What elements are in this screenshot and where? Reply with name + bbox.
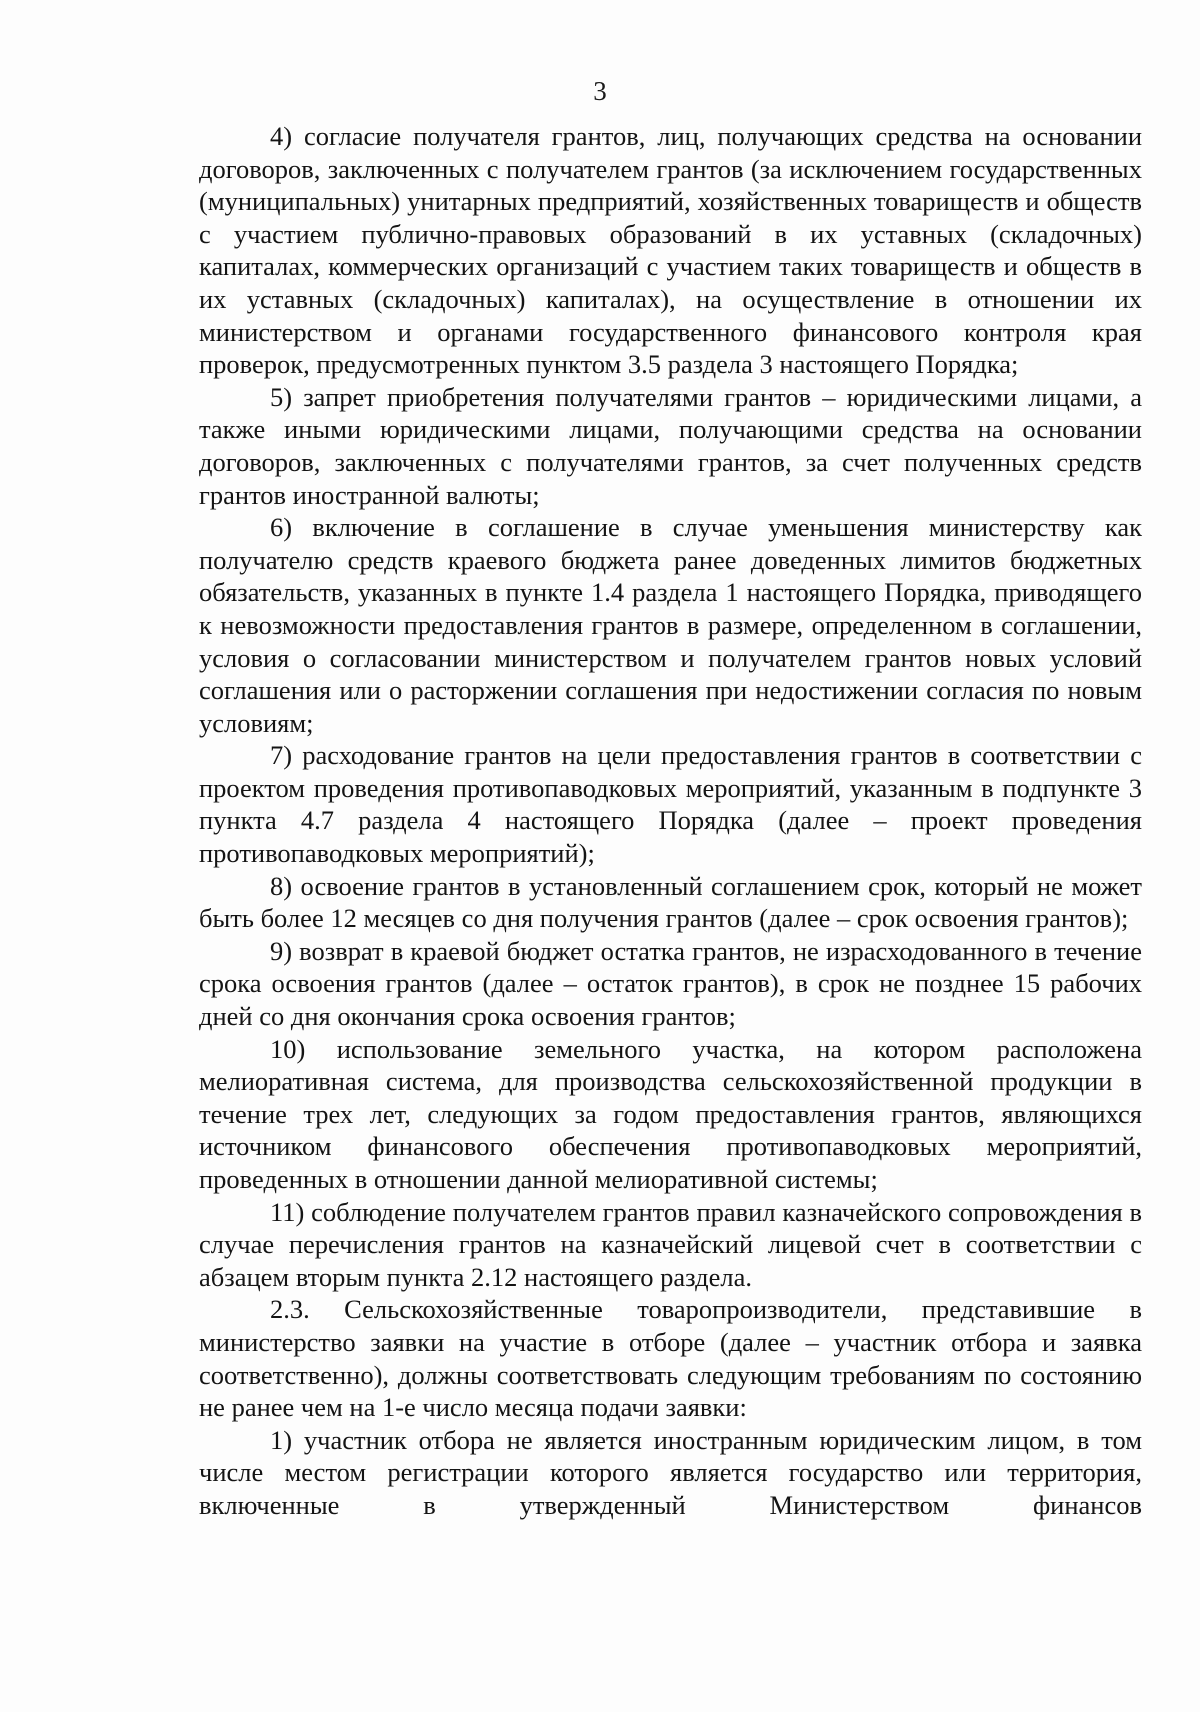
document-body	[199, 120, 1142, 1522]
paragraph-item-5: 5) запрет приобретения получателями грантов – юридическими лицами, а также иными юридическими лицами, получающими средства на основании договоров, заключенных с получателями грантов, за счет полученных средств грантов иностранной валюты;	[199, 381, 1142, 510]
page-number: 3	[593, 76, 607, 106]
paragraph-item-11: 11) соблюдение получателем грантов правил казначейского сопровождения в случае перечисления грантов на казначейский лицевой счет в соответствии с абзацем вторым пункта 2.12 настоящего раздела.	[199, 1196, 1142, 1292]
paragraph-item-9: 9) возврат в краевой бюджет остатка грантов, не израсходованного в течение срока освоения грантов (далее – остаток грантов), в срок не позднее 15 рабочих дней со дня окончания срока освоения грантов;	[199, 935, 1142, 1032]
paragraph-item-10: 10) использование земельного участка, на котором расположена мелиоративная система, для производства сельскохозяйственной продукции в течение трех лет, следующих за годом предоставления грантов, являющихся источником финансового обеспечения противопаводковых мероприятий, проведенных в отношении данной мелиоративной системы;	[199, 1033, 1142, 1194]
paragraph-item-6: 6) включение в соглашение в случае уменьшения министерству как получателю средств краевого бюджета ранее доведенных лимитов бюджетных обязательств, указанных в пункте 1.4 раздела 1 настоящего Порядка, приводящего к невозможности предоставления грантов в размере, определенном в соглашении, условия о согласовании министерством и получателем грантов новых условий соглашения или о расторжении соглашения при недостижении согласия по новым условиям;	[199, 512, 1142, 738]
paragraph-item-4: 4) согласие получателя грантов, лиц, получающих средства на основании договоров, заключенных с получателем грантов (за исключением государственных (муниципальных) унитарных предприятий, хозяйственных товариществ и обществ с участием публично-правовых образований в их уставных (складочных) капиталах, коммерческих организаций с участием таких товариществ и обществ в их уставных (складочных) капиталах), на осуществление в отношении их министерством и органами государственного финансового контроля края проверок, предусмотренных пунктом 3.5 раздела 3 настоящего Порядка;	[199, 121, 1142, 380]
paragraph-item-7: 7) расходование грантов на цели предоставления грантов в соответствии с проектом проведения противопаводковых мероприятий, указанным в подпункте 3 пункта 4.7 раздела 4 настоящего Порядка (далее – проект проведения противопаводковых мероприятий);	[199, 740, 1142, 869]
paragraph-requirement-1: 1) участник отбора не является иностранным юридическим лицом, в том числе местом регистрации которого является государство или территория, включенные в утвержденный Министерством финансов	[199, 1424, 1142, 1520]
paragraph-section-2-3: 2.3. Сельскохозяйственные товаропроизводители, представившие в министерство заявки на участие в отборе (далее – участник отбора и заявка соответственно), должны соответствовать следующим требованиям по состоянию не ранее чем на 1-е число месяца подачи заявки:	[199, 1294, 1142, 1423]
paragraph-item-8: 8) освоение грантов в установленный соглашением срок, который не может быть более 12 месяцев со дня получения грантов (далее – срок освоения грантов);	[199, 870, 1142, 934]
